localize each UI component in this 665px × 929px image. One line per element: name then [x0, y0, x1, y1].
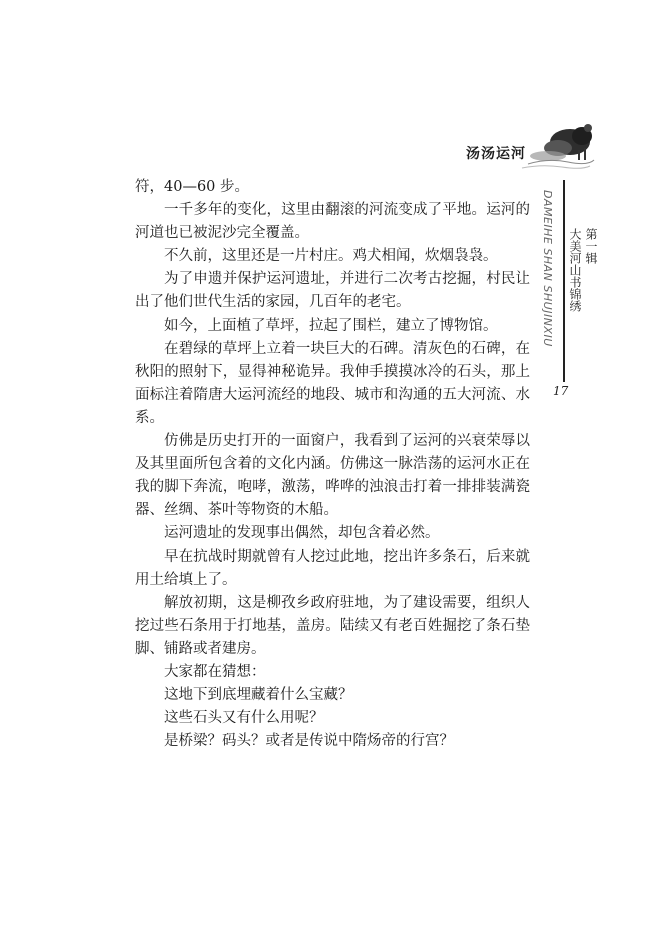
paragraph: 不久前，这里还是一片村庄。鸡犬相闻，炊烟袅袅。 [164, 248, 498, 265]
paragraph: 是桥梁？码头？或者是传说中隋炀帝的行宫？ [164, 733, 454, 750]
paragraph: 早在抗战时期就曾有人挖过此地，挖出许多条石，后来就用土给填上了。 [135, 548, 530, 588]
paragraph: 一千多年的变化，这里由翻滚的河流变成了平地。运河的河道也已被泥沙完全覆盖。 [135, 202, 530, 242]
paragraph: 大家都在猜想： [164, 663, 266, 680]
paragraph: 仿佛是历史打开的一面窗户，我看到了运河的兴衰荣辱以及其里面所包含着的文化内涵。仿佛这一脉浩荡的运河水正在我的脚下奔流，咆哮，激荡，哗哗的浊浪击打着一排排装满瓷器、丝绸、茶叶等物资的木船。 [135, 433, 530, 519]
side-chapter [567, 228, 599, 312]
paragraph: 符，40—60 步。 [135, 179, 250, 195]
chapter-title: 大美河山书锦绣 [568, 228, 582, 312]
landscape-illustration [518, 120, 596, 172]
page-number: 17 [553, 384, 569, 398]
paragraph: 为了申遗并保护运河遗址，并进行二次考古挖掘，村民让出了他们世代生活的家园，几百年的老宅。 [135, 271, 530, 311]
paragraph: 如今，上面植了草坪，拉起了围栏，建立了博物馆。 [164, 317, 498, 334]
chapter-label: 第一辑 [584, 228, 598, 264]
paragraph: 在碧绿的草坪上立着一块巨大的石碑。清灰色的石碑，在秋阳的照射下，显得神秘诡异。我伸手摸摸冰冷的石头，那上面标注着隋唐大运河流经的地段、城市和沟通的五大河流、水系。 [135, 340, 530, 426]
paragraph: 运河遗址的发现事出偶然，却包含着必然。 [164, 525, 440, 542]
side-rule [563, 180, 565, 382]
side-latin-title: DAMEIHE SHAN SHUJINXIU [541, 190, 554, 347]
paragraph: 解放初期，这是柳孜乡政府驻地，为了建设需要，组织人挖过些石条用于打地基，盖房。陆续又有老百姓掘挖了条石垫脚、铺路或者建房。 [135, 594, 530, 657]
body-text [135, 176, 530, 753]
running-header-title: 汤汤运河 [466, 146, 526, 162]
paragraph: 这些石头又有什么用呢？ [164, 710, 324, 727]
paragraph: 这地下到底埋藏着什么宝藏？ [164, 687, 353, 704]
